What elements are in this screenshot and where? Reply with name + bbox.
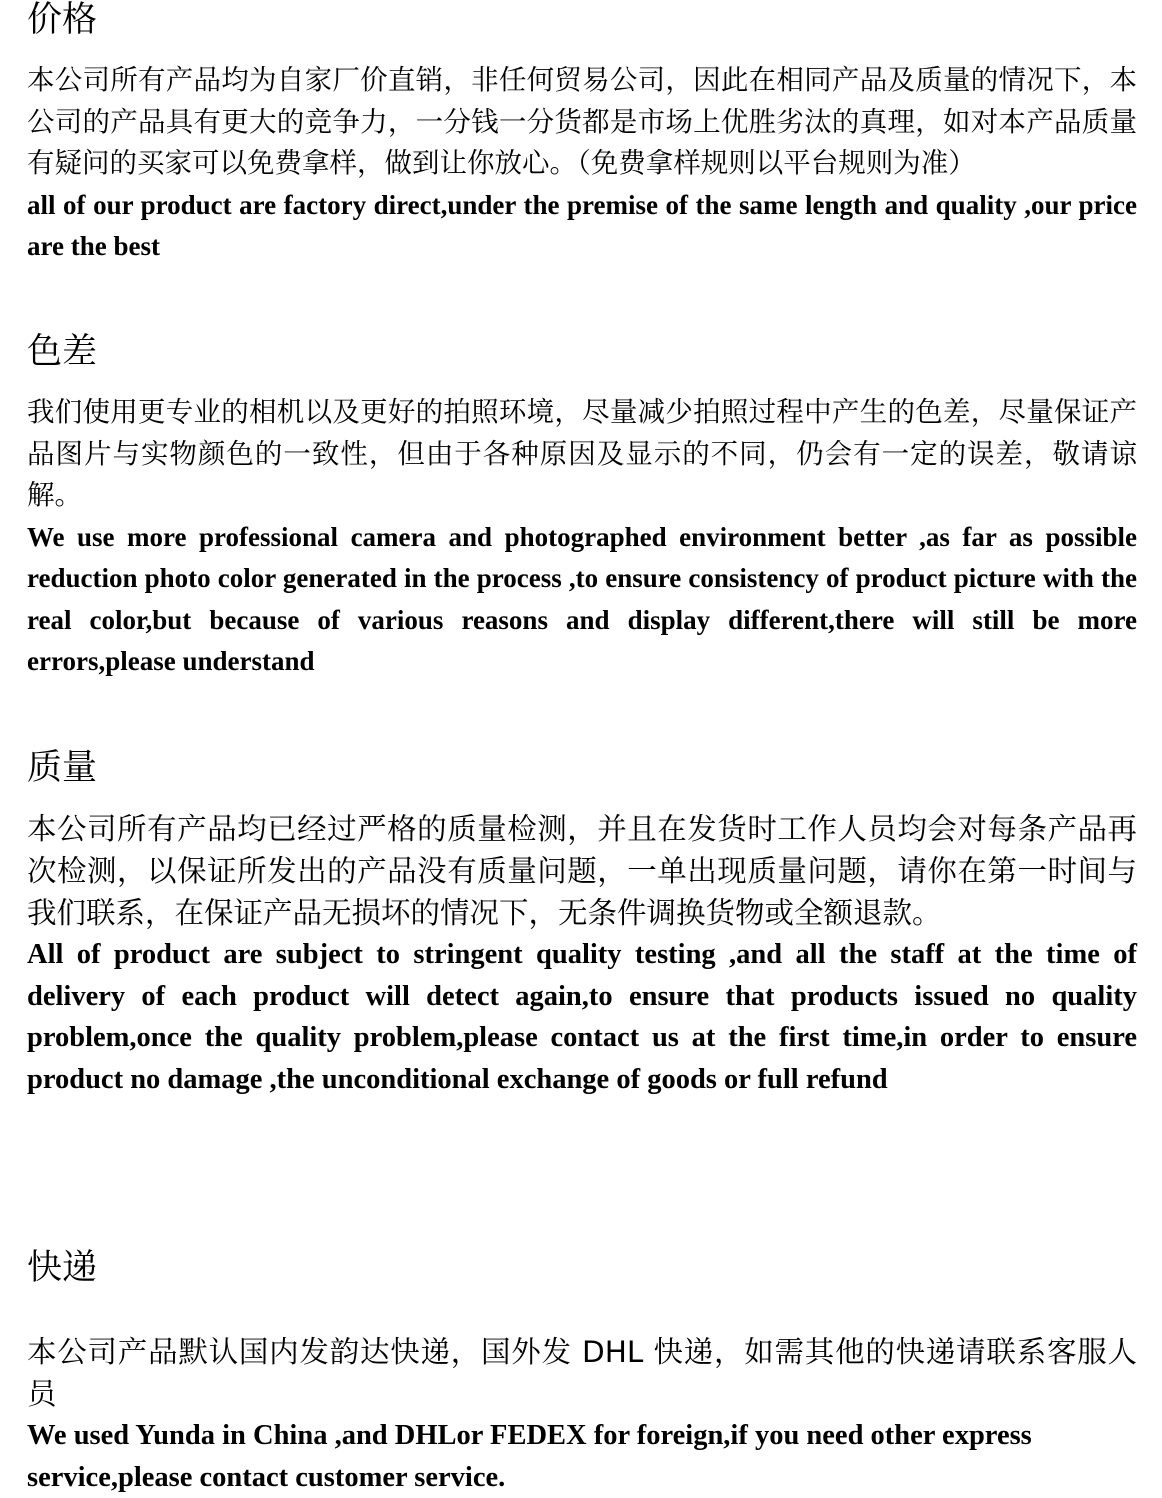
- price-english-paragraph: all of our product are factory direct,under the premise of the same length and quality ,our price are the best: [27, 189, 1137, 261]
- section-heading-express: 快递: [27, 1248, 98, 1288]
- color-difference-chinese-paragraph: 我们使用更专业的相机以及更好的拍照环境，尽量减少拍照过程中产生的色差，尽量保证产品图片与实物颜色的一致性，但由于各种原因及显示的不同，仍会有一定的误差，敬请谅解。: [27, 396, 1137, 511]
- express-english-paragraph: We used Yunda in China ,and DHLor FEDEX for foreign,if you need other express service,please contact customer service.: [27, 1420, 1032, 1493]
- section-heading-quality: 质量: [27, 748, 98, 788]
- quality-english-paragraph: All of product are subject to stringent quality testing ,and all the staff at the time of delivery of each product will detect again,to ensure that products issued no quality problem,once the quality problem,please contact us at the first time,in order to ensure product no damage ,the unconditional exchange of goods or full refund: [27, 939, 1137, 1095]
- section-heading-price: 价格: [27, 0, 98, 40]
- section-price: [27, 60, 1137, 268]
- express-chinese-paragraph: 本公司产品默认国内发韵达快递，国外发 DHL 快递，如需其他的快递请联系客服人员: [27, 1335, 1137, 1411]
- section-color-difference: [27, 392, 1137, 683]
- quality-chinese-paragraph: 本公司所有产品均已经过严格的质量检测，并且在发货时工作人员均会对每条产品再次检测，以保证所发出的产品没有质量问题，一单出现质量问题，请你在第一时间与我们联系，在保证产品无损坏的情况下，无条件调换货物或全额退款。: [27, 812, 1137, 930]
- color-difference-english-paragraph: We use more professional camera and photographed environment better ,as far as possible reduction photo color generated in the process ,to ensure consistency of product picture with the real color,but because of various reasons and display different,there will still be more errors,please understand: [27, 521, 1137, 676]
- section-heading-color-difference: 色差: [27, 332, 98, 372]
- price-chinese-paragraph: 本公司所有产品均为自家厂价直销，非任何贸易公司，因此在相同产品及质量的情况下，本公司的产品具有更大的竞争力，一分钱一分货都是市场上优胜劣汰的真理，如对本产品质量有疑问的买家可以免费拿样，做到让你放心。（免费拿样规则以平台规则为准）: [27, 64, 1137, 179]
- section-quality: [27, 808, 1137, 1100]
- section-express: [27, 1331, 1137, 1498]
